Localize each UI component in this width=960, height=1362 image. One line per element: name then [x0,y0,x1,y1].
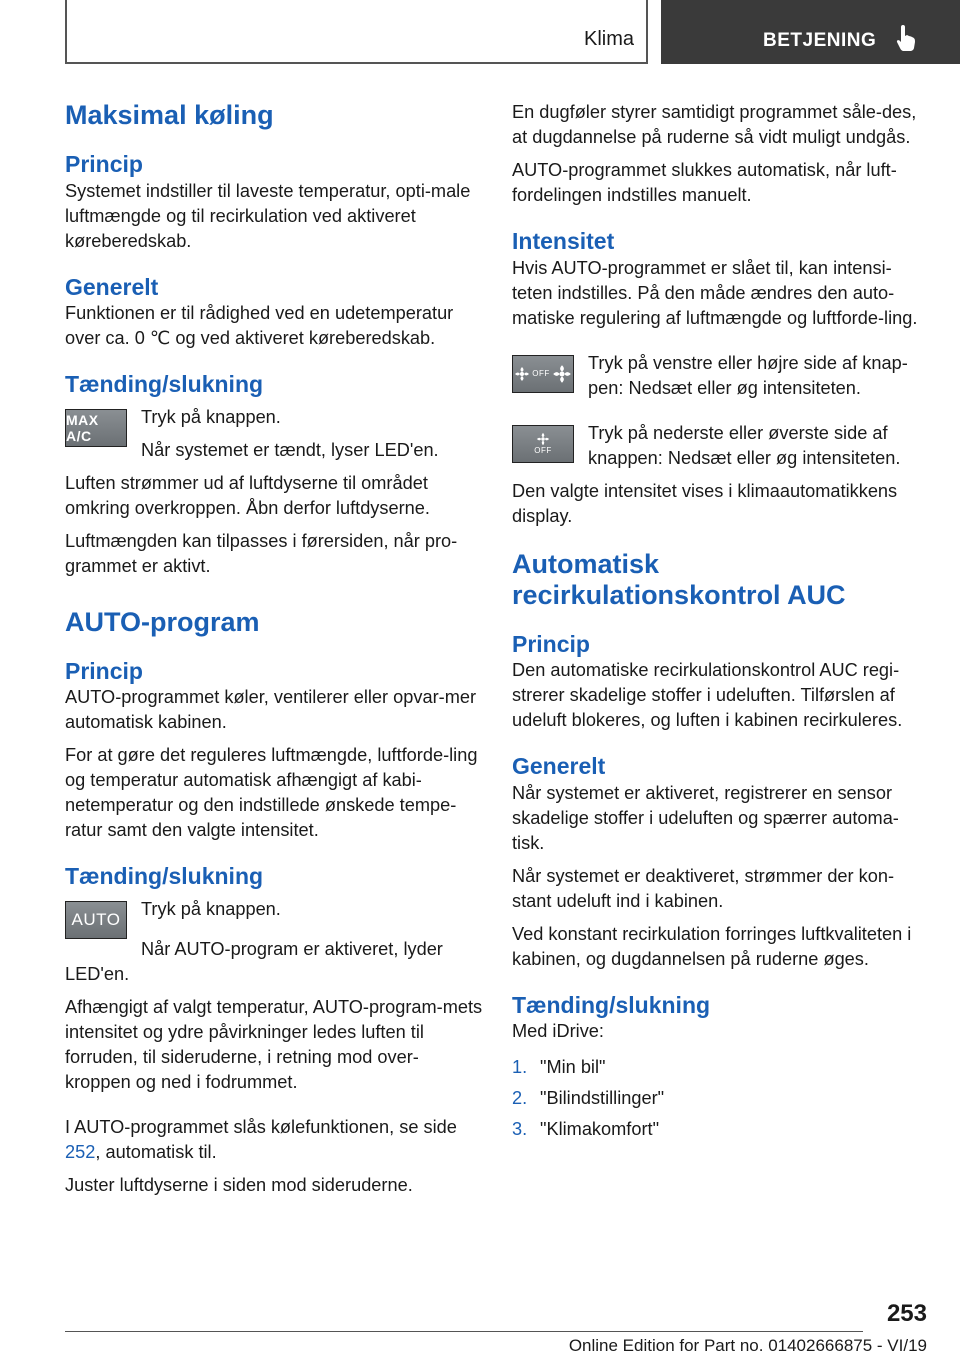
fan-icon [514,366,530,382]
right-column [512,100,930,1145]
paragraph: For at gøre det reguleres luftmængde, luftforde-ling og temperatur automatisk afhængigt af kabi-netemperatur og den indstillede ønskede tempe-ratur samt den valgte intensitet. [65,745,478,841]
fan-icon [552,364,572,384]
text: I AUTO-programmet slås kølefunktionen, se side [65,1117,457,1138]
header-chapter-tab [661,0,960,64]
paragraph: Afhængigt af valgt temperatur, AUTO-program-mets intensitet og ydre påvirkninger ledes luften til forruden, til sideruderne, i retning mod over-kroppen og ned i fodrummet. [65,997,483,1093]
heading-auc: Automatisk recirkulationskontrol AUC [512,548,846,610]
footer-edition: Online Edition for Part no. 01402666875 - VI/19 [568,1336,927,1355]
paragraph: AUTO-programmet slukkes automatisk, når luft-fordelingen indstilles manuelt. [512,160,897,205]
paragraph: En dugføler styrer samtidigt programmet såle-des, at dugdannelse på ruderne så vidt muligt undgås. [512,102,917,147]
heading-princip: Princip [65,151,143,178]
list-item [512,1114,930,1145]
heading-generelt: Generelt [512,753,606,780]
list-item [512,1083,930,1114]
paragraph: AUTO-programmet køler, ventilerer eller opvar-mer automatisk kabinen. [65,687,477,733]
page-number: 253 [886,1300,927,1327]
paragraph: Juster luftdyserne i siden mod sideruderne. [65,1175,413,1196]
paragraph [65,1115,483,1165]
paragraph: Når systemet er aktiveret, registrerer en sensor skadelige stoffer i udeluften og spærrer automa-tisk. [512,782,899,853]
paragraph: Tryk på knappen. [141,899,281,920]
max-ac-button-icon: MAX A/C [65,409,127,447]
heading-taending-slukning: Tænding/slukning [65,371,264,398]
paragraph: Når systemet er tændt, lyser LED'en. [141,439,439,460]
paragraph: Luftmængden kan tilpasses i førersiden, når pro-grammet er aktivt. [65,530,458,576]
heading-intensitet: Intensitet [512,228,615,254]
step-number: 3. [512,1119,528,1140]
heading-princip: Princip [65,657,143,684]
maxac-instruction [65,405,483,463]
off-label: OFF [534,446,552,456]
fan-icon [536,432,550,446]
paragraph: Luften strømmer ud af luftdyserne til området omkring overkroppen. Åbn derfor luftdyserne. [65,472,430,518]
step-number: 2. [512,1088,528,1109]
step-text: "Min bil" [540,1057,606,1078]
left-column [65,100,483,1198]
paragraph: Når AUTO-program er aktiveret, lyder LED'en. [65,939,443,985]
auto-button-icon: AUTO [65,901,127,939]
step-number: 1. [512,1057,528,1078]
header-section-box [65,0,648,64]
intensity-horizontal-instruction [512,351,930,401]
paragraph: Ved konstant recirkulation forringes luftkvaliteten i kabinen, og dugdannelsen på ruderne øges. [512,923,912,969]
heading-generelt: Generelt [65,273,159,300]
header-section-title: Klima [583,28,634,50]
page-link[interactable]: 252 [65,1142,96,1163]
paragraph: Hvis AUTO-programmet er slået til, kan intensi-teten indstilles. På den måde ændres den auto-matiske regulering af luftmængde og luftforde-ling. [512,257,918,328]
off-label: OFF [532,369,550,379]
paragraph: Tryk på venstre eller højre side af knap-pen: Nedsæt eller øg intensiteten. [588,352,908,398]
heading-maksimal-koling: Maksimal køling [65,100,274,130]
heading-auto-program: AUTO-program [65,606,260,637]
fan-intensity-vertical-button-icon [512,425,574,463]
header-chapter-title: BETJENING [763,30,877,51]
paragraph: Den valgte intensitet vises i klimaautomatikkens display. [512,480,898,526]
text: , automatisk til. [95,1142,217,1163]
idrive-steps-list [512,1052,930,1145]
paragraph: Den automatiske recirkulationskontrol AUC regi-strerer skadelige stoffer i udeluften. Tilførslen af udeluft blokeres, og luften i kabinen recirkuleres. [512,660,903,731]
step-text: "Klimakomfort" [540,1119,660,1140]
heading-taending-slukning: Tænding/slukning [65,863,264,890]
auto-instruction [65,897,483,947]
step-text: "Bilindstillinger" [540,1088,665,1109]
paragraph: Med iDrive: [512,1021,604,1042]
paragraph: Når systemet er deaktiveret, strømmer der kon-stant udeluft ind i kabinen. [512,865,895,911]
paragraph: Tryk på knappen. [141,406,281,427]
heading-princip: Princip [512,630,590,657]
hand-pointer-icon [895,24,917,52]
fan-intensity-button-icon [512,355,574,393]
paragraph: Tryk på nederste eller øverste side af knappen: Nedsæt eller øg intensiteten. [588,422,901,468]
heading-taending-slukning: Tænding/slukning [512,991,711,1018]
list-item [512,1052,930,1083]
paragraph: Funktionen er til rådighed ved en udetemperatur over ca. 0 ℃ og ved aktiveret køreberedskab. [65,303,454,349]
paragraph: Systemet indstiller til laveste temperatur, opti-male luftmængde og til recirkulation ved aktiveret køreberedskab. [65,180,471,251]
intensity-vertical-instruction [512,421,930,471]
footer-divider [65,1331,863,1332]
